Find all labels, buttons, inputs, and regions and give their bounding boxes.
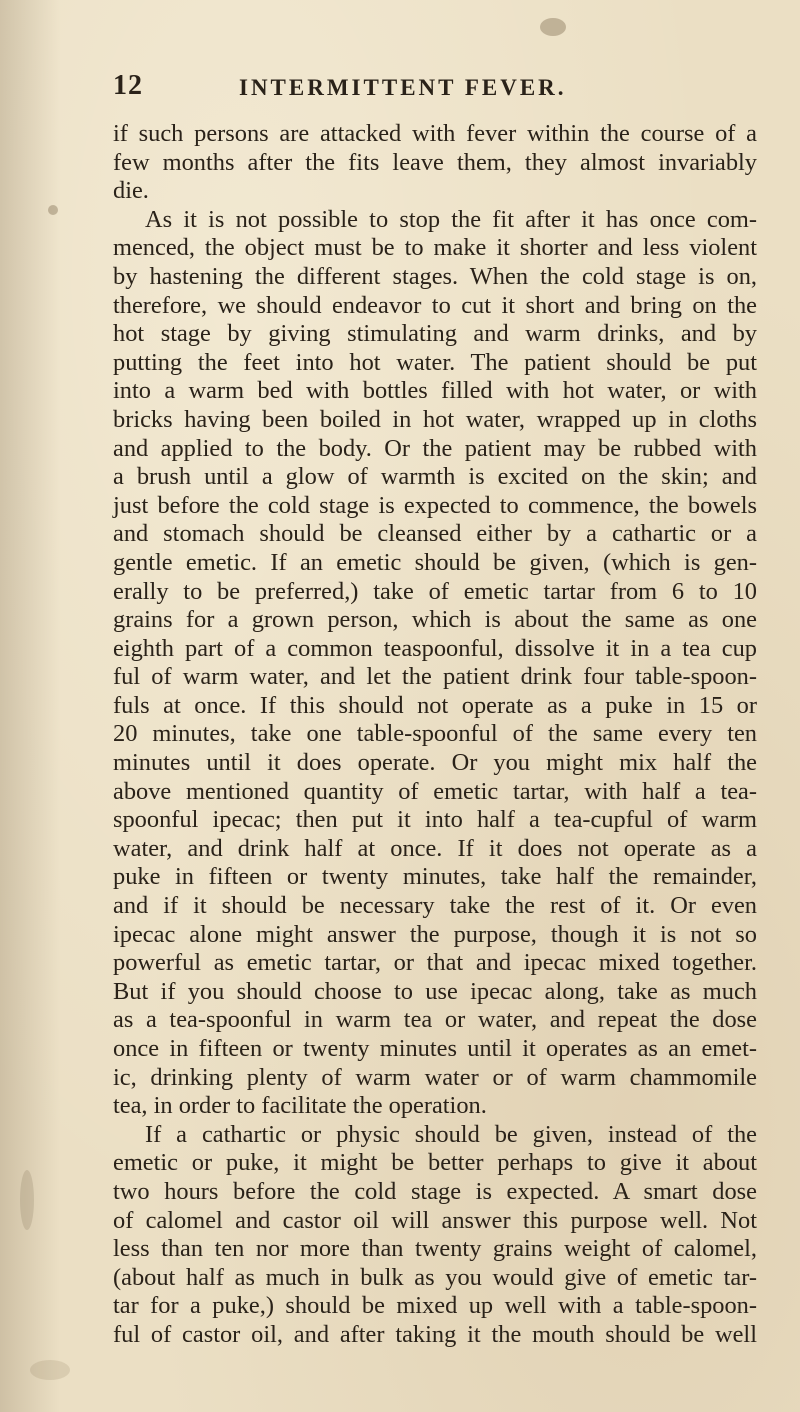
text-line: of calomel and castor oil will answer this purpose well. Not bbox=[113, 1206, 757, 1234]
text-line: (about half as much in bulk as you would give of emetic tar- bbox=[113, 1263, 757, 1291]
text-line: powerful as emetic tartar, or that and ipecac mixed together. bbox=[113, 949, 757, 977]
text-line: eighth part of a common teaspoonful, dissolve it in a tea cup bbox=[113, 634, 757, 662]
text-line: emetic or puke, it might be better perhaps to give it about bbox=[113, 1149, 757, 1177]
text-line: erally to be preferred,) take of emetic tartar from 6 to 10 bbox=[113, 577, 757, 605]
paper-stain bbox=[48, 205, 58, 215]
text-line: grains for a grown person, which is about the same as one bbox=[113, 606, 757, 634]
text-line: tar for a puke,) should be mixed up well with a table-spoon- bbox=[113, 1292, 757, 1320]
text-line: as a tea-spoonful in warm tea or water, and repeat the dose bbox=[113, 1006, 757, 1034]
text-line: hot stage by giving stimulating and warm drinks, and by bbox=[113, 320, 757, 348]
text-line: bricks having been boiled in hot water, wrapped up in cloths bbox=[113, 405, 757, 433]
text-line: spoonful ipecac; then put it into half a tea-cupful of warm bbox=[113, 806, 757, 834]
text-line: two hours before the cold stage is expected. A smart dose bbox=[113, 1177, 757, 1205]
text-line: ipecac alone might answer the purpose, though it is not so bbox=[113, 920, 757, 948]
text-line: fuls at once. If this should not operate as a puke in 15 or bbox=[113, 691, 757, 719]
text-line: ful of castor oil, and after taking it the mouth should be well bbox=[113, 1320, 757, 1348]
paper-stain bbox=[30, 1360, 70, 1380]
text-line: just before the cold stage is expected to commence, the bowels bbox=[113, 491, 757, 519]
page-header bbox=[113, 70, 753, 110]
text-line: and stomach should be cleansed either by a cathartic or a bbox=[113, 520, 757, 548]
text-line: minutes until it does operate. Or you might mix half the bbox=[113, 749, 757, 777]
text-line: less than ten nor more than twenty grains weight of calomel, bbox=[113, 1235, 757, 1263]
text-line: by hastening the different stages. When the cold stage is on, bbox=[113, 262, 757, 290]
text-line: into a warm bed with bottles filled with hot water, or with bbox=[113, 377, 757, 405]
text-line: die. bbox=[113, 177, 149, 205]
text-line: But if you should choose to use ipecac along, take as much bbox=[113, 977, 757, 1005]
text-line: above mentioned quantity of emetic tartar, with half a tea- bbox=[113, 777, 757, 805]
page-number: 12 bbox=[113, 70, 143, 101]
text-line: few months after the fits leave them, they almost invariably bbox=[113, 148, 757, 176]
text-line: water, and drink half at once. If it does not operate as a bbox=[113, 834, 757, 862]
text-line: puke in fifteen or twenty minutes, take half the remainder, bbox=[113, 863, 757, 891]
text-line: tea, in order to facilitate the operation. bbox=[113, 1092, 487, 1120]
text-line: 20 minutes, take one table-spoonful of the same every ten bbox=[113, 720, 757, 748]
text-line: once in fifteen or twenty minutes until it operates as an emet- bbox=[113, 1035, 757, 1062]
paper-stain bbox=[20, 1170, 34, 1230]
text-line: and if it should be necessary take the rest of it. Or even bbox=[113, 892, 757, 920]
text-line: and applied to the body. Or the patient may be rubbed with bbox=[113, 434, 757, 462]
paper-stain bbox=[540, 18, 566, 36]
text-line: a brush until a glow of warmth is excited on the skin; and bbox=[113, 463, 757, 491]
text-line: therefore, we should endeavor to cut it short and bring on the bbox=[113, 291, 757, 319]
text-line: menced, the object must be to make it shorter and less violent bbox=[113, 234, 757, 262]
text-line: ful of warm water, and let the patient drink four table-spoon- bbox=[113, 663, 757, 691]
text-line: As it is not possible to stop the fit after it has once com- bbox=[145, 205, 757, 233]
text-line: if such persons are attacked with fever within the course of a bbox=[113, 120, 757, 147]
running-title: INTERMITTENT FEVER. bbox=[239, 75, 567, 100]
body-text bbox=[113, 120, 757, 1350]
text-line: If a cathartic or physic should be given, instead of the bbox=[145, 1120, 757, 1148]
text-line: gentle emetic. If an emetic should be given, (which is gen- bbox=[113, 548, 757, 576]
text-line: ic, drinking plenty of warm water or of warm chammomile bbox=[113, 1063, 757, 1091]
text-line: putting the feet into hot water. The patient should be put bbox=[113, 348, 757, 376]
